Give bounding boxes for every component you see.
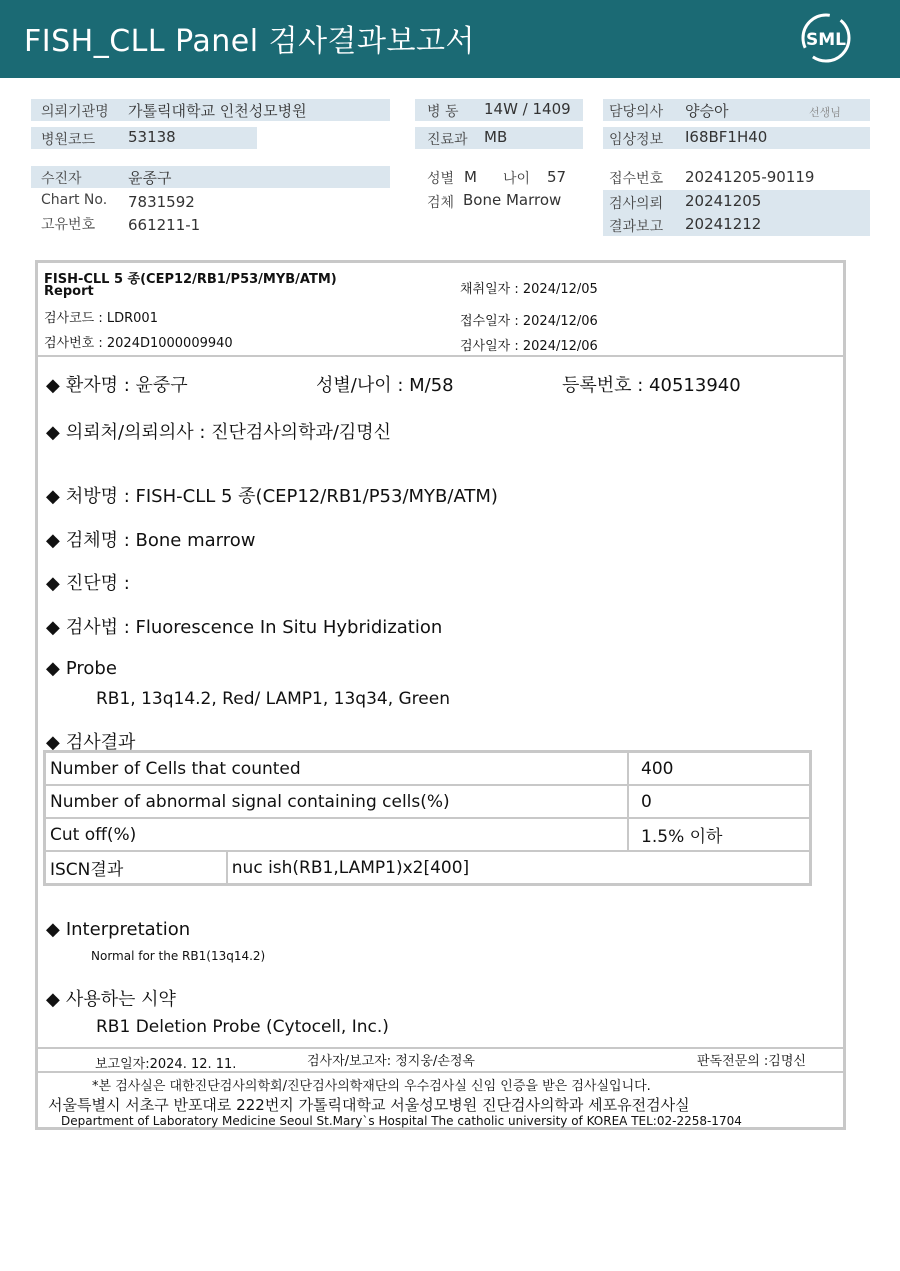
- collect-date: 채취일자 : 2024/12/05: [460, 282, 598, 297]
- iscn-label: ISCN결과: [45, 851, 227, 885]
- sml-logo-icon: [800, 12, 852, 64]
- method: 검사법 : Fluorescence In Situ Hybridization: [65, 617, 443, 638]
- hospital-code-value: 53138: [128, 128, 176, 146]
- referrer-row: [46, 418, 391, 444]
- institution-label: 의뢰기관명: [41, 104, 109, 120]
- specimen-row: [46, 526, 255, 552]
- report-title: FISH-CLL 5 종(CEP12/RB1/P53/MYB/ATM): [44, 272, 337, 287]
- diagnosis: 진단명 :: [65, 573, 130, 594]
- result-value: 1.5% 이하: [628, 818, 810, 851]
- diamond-icon: ◆: [46, 989, 60, 1010]
- request-value: 20241205: [685, 192, 762, 210]
- interpretation-value: Normal for the RB1(13q14.2): [91, 949, 266, 963]
- uid-label: 고유번호: [41, 217, 96, 233]
- doctor-label: 담당의사: [609, 104, 664, 120]
- diamond-icon: ◆: [46, 530, 60, 551]
- referrer: 의뢰처/의뢰의사 : 진단검사의학과/김명신: [65, 422, 392, 443]
- interpretation-title: Interpretation: [65, 919, 191, 940]
- test-date: 검사일자 : 2024/12/06: [460, 339, 598, 354]
- method-row: [46, 613, 442, 639]
- diamond-icon: ◆: [46, 732, 60, 753]
- clinical-label: 임상정보: [609, 132, 664, 148]
- specimen-value: Bone Marrow: [463, 191, 562, 209]
- receive-date: 접수일자 : 2024/12/06: [460, 314, 598, 329]
- result-label: Number of Cells that counted: [45, 752, 629, 786]
- clinical-value: I68BF1H40: [685, 128, 768, 146]
- iscn-value: nuc ish(RB1,LAMP1)x2[400]: [227, 851, 811, 885]
- result-title: 검사결과: [65, 732, 136, 753]
- result-table: [43, 750, 812, 886]
- patient-bar: [31, 166, 390, 188]
- table-row: [45, 851, 811, 885]
- chart-value: 7831592: [128, 193, 195, 211]
- department-line: Department of Laboratory Medicine Seoul St.Mary`s Hospital The catholic university of KOREA TEL:02-2258-1704: [61, 1114, 742, 1128]
- specimen-name: 검체명 : Bone marrow: [65, 530, 256, 551]
- specialist: 판독전문의 :김명신: [697, 1054, 806, 1069]
- reporters: 검사자/보고자: 정지웅/손정옥: [307, 1054, 475, 1069]
- dept-label: 진료과: [427, 132, 468, 148]
- test-number: 검사번호 : 2024D1000009940: [44, 336, 233, 351]
- table-row: [45, 785, 811, 818]
- institution-value: 가톨릭대학교 인천성모병원: [128, 102, 307, 120]
- sex-label: 성별: [427, 171, 455, 187]
- sex-value: M: [464, 168, 477, 186]
- svg-text:SML: SML: [806, 30, 846, 50]
- result-value: 0: [628, 785, 810, 818]
- probe-value: RB1, 13q14.2, Red/ LAMP1, 13q34, Green: [96, 689, 450, 709]
- result-label: Number of abnormal signal containing cells(%): [45, 785, 629, 818]
- result-label: Cut off(%): [45, 818, 629, 851]
- prescription-row: [46, 482, 498, 508]
- table-row: [45, 818, 811, 851]
- patient-label: 수진자: [41, 171, 82, 187]
- patient-name: 환자명 : 윤중구: [65, 375, 188, 396]
- doctor-value: 양승아: [685, 102, 729, 120]
- hospital-code-label: 병원코드: [41, 132, 96, 148]
- dept-value: MB: [484, 128, 508, 146]
- report-date: 보고일자:2024. 12. 11.: [95, 1057, 237, 1072]
- report-title-sub: Report: [44, 284, 94, 299]
- report-header-divider: [38, 355, 844, 357]
- registration-number: 등록번호 : 40513940: [562, 375, 741, 396]
- age-value: 57: [547, 168, 567, 186]
- ward-value: 14W / 1409: [484, 100, 571, 118]
- diamond-icon: ◆: [46, 919, 60, 940]
- reagent-row: [46, 985, 176, 1011]
- uid-value: 661211-1: [128, 216, 201, 234]
- probe-row: [46, 658, 117, 679]
- diamond-icon: ◆: [46, 486, 60, 507]
- request-label: 검사의뢰: [609, 196, 664, 212]
- footer-divider-1: [38, 1047, 844, 1049]
- diamond-icon: ◆: [46, 617, 60, 638]
- reagent-value: RB1 Deletion Probe (Cytocell, Inc.): [96, 1017, 389, 1037]
- receipt-value: 20241205-90119: [685, 168, 815, 186]
- diamond-icon: ◆: [46, 375, 60, 396]
- page-title: FISH_CLL Panel 검사결과보고서: [24, 24, 475, 59]
- patient-name-row: [46, 371, 188, 397]
- doctor-suffix: 선생님: [809, 106, 841, 119]
- interpretation-row: [46, 919, 190, 940]
- diamond-icon: ◆: [46, 422, 60, 443]
- report-header: [0, 0, 900, 78]
- report-date-value: 20241212: [685, 215, 762, 233]
- certification-line: *본 검사실은 대한진단검사의학회/진단검사의학재단의 우수검사실 신임 인증을 받은 검사실입니다.: [92, 1079, 651, 1094]
- age-label: 나이: [503, 171, 531, 187]
- reagent-title: 사용하는 시약: [65, 989, 176, 1010]
- sex-age: 성별/나이 : M/58: [316, 375, 454, 396]
- address-line: 서울특별시 서초구 반포대로 222번지 가톨릭대학교 서울성모병원 진단검사의학과 세포유전검사실: [48, 1096, 690, 1114]
- diamond-icon: ◆: [46, 573, 60, 594]
- receipt-label: 접수번호: [609, 171, 664, 187]
- diagnosis-row: [46, 569, 130, 595]
- chart-label: Chart No.: [41, 192, 108, 208]
- specimen-label: 검체: [427, 195, 455, 211]
- test-code: 검사코드 : LDR001: [44, 311, 158, 326]
- prescription: 처방명 : FISH-CLL 5 종(CEP12/RB1/P53/MYB/ATM): [65, 486, 498, 507]
- ward-label: 병 동: [427, 104, 459, 120]
- report-date-label: 결과보고: [609, 219, 664, 235]
- table-row: [45, 752, 811, 786]
- result-value: 400: [628, 752, 810, 786]
- patient-value: 윤종구: [128, 169, 172, 187]
- diamond-icon: ◆: [46, 658, 60, 679]
- probe-title: Probe: [65, 658, 117, 679]
